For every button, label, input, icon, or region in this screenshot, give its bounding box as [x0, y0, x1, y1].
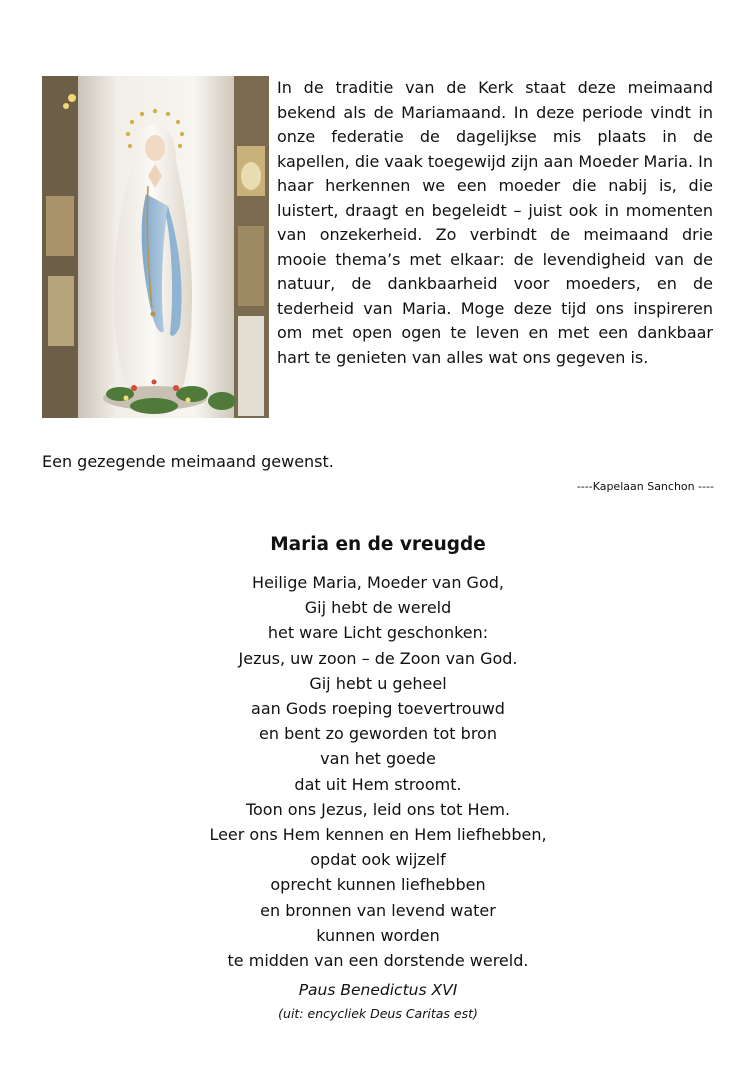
- poem-line: dat uit Hem stroomt.: [294, 774, 462, 794]
- poem-line: Leer ons Hem kennen en Hem liefhebben,: [209, 825, 547, 845]
- poem-title: Maria en de vreugde: [270, 534, 486, 555]
- poem-line: Toon ons Jezus, leid ons tot Hem.: [245, 799, 511, 819]
- poem-line: Jezus, uw zoon – de Zoon van God.: [238, 648, 518, 668]
- poem-line: Heilige Maria, Moeder van God,: [252, 573, 504, 592]
- closing-wish: Een gezegende meimaand gewenst.: [42, 452, 334, 471]
- signature: ----Kapelaan Sanchon ----: [576, 480, 714, 493]
- poem-line: kunnen worden: [316, 925, 440, 945]
- poem-line: te midden van een dorstende wereld.: [227, 951, 529, 971]
- poem-source: (uit: encycliek Deus Caritas est): [278, 1006, 478, 1021]
- intro-paragraph: In de traditie van de Kerk staat deze meimaand bekend als de Mariamaand. In deze periode vindt in onze federatie de dagelijkse mis plaats in de kapellen, die vaak toegewijd zijn aan Moeder Maria. In haar herkennen we een moeder die nabij is, die luistert, draagt en begeleidt – juist ook in momenten van onzekerheid. Zo verbindt de meimaand drie mooie thema’s met elkaar: de levendigheid van de natuur, de dankbaarheid voor moeders, en de tederheid van Maria. Moge deze tijd ons inspireren om met open ogen te leven en met een dankbaar hart te genieten van alles wat ons gegeven is.: [277, 78, 713, 367]
- mary-statue-photo: [42, 76, 269, 418]
- poem-line: Gij hebt de wereld: [304, 598, 452, 618]
- poem-line: van het goede: [320, 749, 436, 769]
- poem-line: het ware Licht geschonken:: [267, 623, 489, 643]
- poem-line: en bronnen van levend water: [260, 900, 496, 920]
- poem-line: oprecht kunnen liefhebben: [270, 875, 486, 895]
- poem-author: Paus Benedictus XVI: [298, 981, 458, 999]
- poem-body: [0, 570, 756, 973]
- poem-line: opdat ook wijzelf: [310, 850, 446, 870]
- poem-line: aan Gods roeping toevertrouwd: [251, 699, 505, 719]
- poem-line: en bent zo geworden tot bron: [259, 724, 497, 744]
- poem-line: Gij hebt u geheel: [309, 673, 447, 693]
